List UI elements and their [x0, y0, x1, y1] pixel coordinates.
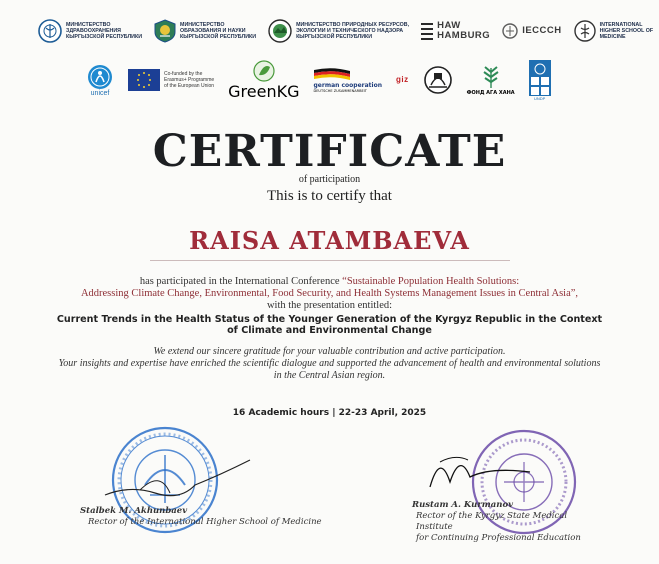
- medical-institute-emblem-icon: [423, 65, 453, 95]
- greenkg-label: GreenKG: [228, 81, 300, 101]
- ministry-health-emblem-icon: [38, 19, 62, 43]
- certificate-subtitle: of participation: [298, 174, 361, 185]
- ministry-education-logo: [154, 19, 256, 43]
- eu-erasmus-logo: [128, 69, 214, 91]
- gratitude-line3: in the Central Asian region.: [273, 370, 386, 381]
- gratitude-line1: We extend our sincere gratitude for your valuable contribution and active participation.: [153, 346, 506, 357]
- left-signatory-title: Rector of the International Higher School of Medicine: [88, 517, 322, 527]
- giz-logo: [396, 75, 409, 85]
- logo-label: МИНИСТЕРСТВО ОБРАЗОВАНИЯ И НАУКИ КЫРГЫЗСКОЙ РЕСПУБЛИКИ: [180, 22, 257, 40]
- undp-label: UNDP: [533, 95, 546, 101]
- presentation-title: [40, 314, 619, 336]
- eu-label: Co-funded by the Erasmus+ Programme of the European Union: [164, 71, 215, 89]
- logo-label: МИНИСТЕРСТВО ЗДРАВООХРАНЕНИЯ КЫРГЫЗСКОЙ РЕСПУБЛИКИ: [66, 22, 143, 40]
- certificate-title: CERTIFICATE: [152, 126, 507, 177]
- presentation-intro: with the presentation entitled:: [266, 300, 393, 311]
- giz-label: giz: [395, 75, 409, 84]
- conference-title-line1: “Sustainable Population Health Solutions:: [342, 276, 520, 287]
- right-signatory-title-line3: for Continuing Professional Education: [416, 533, 581, 543]
- greenkg-logo: [228, 60, 299, 101]
- participation-paragraph: [20, 276, 639, 312]
- unicef-logo: [86, 64, 114, 97]
- greenkg-leaf-icon: [253, 60, 275, 82]
- ministry-health-logo: [38, 19, 142, 43]
- gratitude-line2: Your insights and expertise have enriched the scientific dialogue and supported the advancement of health and environmental solutions: [58, 358, 601, 369]
- german-cooperation-logo: [314, 68, 382, 93]
- haw-hamburg-logo-icon: [421, 20, 433, 42]
- participation-prefix: has participated in the International Conference: [139, 276, 343, 287]
- right-signatory-title-line1: Rector of the Kyrgyz State Medical: [416, 511, 568, 521]
- name-underline: [150, 260, 510, 261]
- presentation-title-line1: Current Trends in the Health Status of the Younger Generation of the Kyrgyz Republic in the Context: [56, 314, 603, 325]
- ministry-nature-logo: [268, 19, 409, 43]
- ministry-nature-emblem-icon: [268, 19, 292, 43]
- right-signatory: [412, 500, 581, 544]
- logo-label: INTERNATIONAL HIGHER SCHOOL OF MEDICINE: [599, 22, 654, 40]
- recipient-name: RAISA ATAMBAEVA: [189, 226, 470, 255]
- logo-label: IECCCH: [522, 25, 562, 36]
- partner-logos-row-2: [0, 58, 659, 102]
- partner-logos-row-1: [0, 12, 659, 50]
- ihsm-logo-icon: [574, 20, 596, 42]
- gratitude-paragraph: [20, 346, 639, 382]
- ecch-logo-icon: [502, 20, 518, 42]
- eu-flag-icon: [128, 69, 160, 91]
- ihsm-logo: [574, 20, 653, 42]
- event-dates: 22-23 April, 2025: [338, 408, 427, 418]
- academic-hours: 16 Academic hours: [232, 408, 330, 418]
- right-signatory-name: Rustam A. Kurmanov: [412, 500, 514, 510]
- aga-khan-label: ФОНД АГА ХАНА: [466, 90, 515, 96]
- right-signatory-title-line2: Institute: [416, 522, 453, 532]
- logo-label: МИНИСТЕРСТВО ПРИРОДНЫХ РЕСУРСОВ, ЭКОЛОГИИ И ТЕХНИЧЕСКОГО НАДЗОРА КЫРГЫЗСКОЙ РЕСПУБЛИКИ: [296, 22, 410, 40]
- german-cooperation-sub: DEUTSCHE ZUSAMMENARBEIT: [313, 88, 367, 93]
- certify-statement: This is to certify that: [267, 188, 392, 204]
- german-cooperation-label: german cooperation: [313, 81, 382, 89]
- unicef-emblem-icon: [86, 64, 114, 90]
- logo-label: HAW HAMBURG: [437, 20, 491, 41]
- right-signature-icon: [420, 442, 540, 497]
- aga-khan-logo: [467, 64, 515, 96]
- kgz-medical-logo: [423, 65, 453, 95]
- undp-logo: [529, 60, 551, 101]
- german-flag-wave-icon: [314, 68, 350, 82]
- hours-and-dates: 16 Academic hours | 22-23 April, 2025: [232, 408, 427, 418]
- presentation-title-line2: of Climate and Environmental Change: [227, 325, 432, 336]
- conference-title-line2: Addressing Climate Change, Environmental, Food Security, and Health Systems Management Issues in Central Asia”,: [80, 288, 579, 299]
- ministry-education-emblem-icon: [154, 19, 176, 43]
- ecch-logo: [502, 20, 561, 42]
- left-signatory: [80, 506, 322, 528]
- left-signatory-name: Stalbek M. Akhunbaev: [80, 506, 188, 516]
- aga-khan-leaves-icon: [479, 64, 503, 90]
- haw-hamburg-logo: [421, 20, 490, 42]
- left-signature-icon: [100, 455, 260, 505]
- unicef-label: unicef: [90, 89, 110, 97]
- undp-emblem-icon: [529, 60, 551, 96]
